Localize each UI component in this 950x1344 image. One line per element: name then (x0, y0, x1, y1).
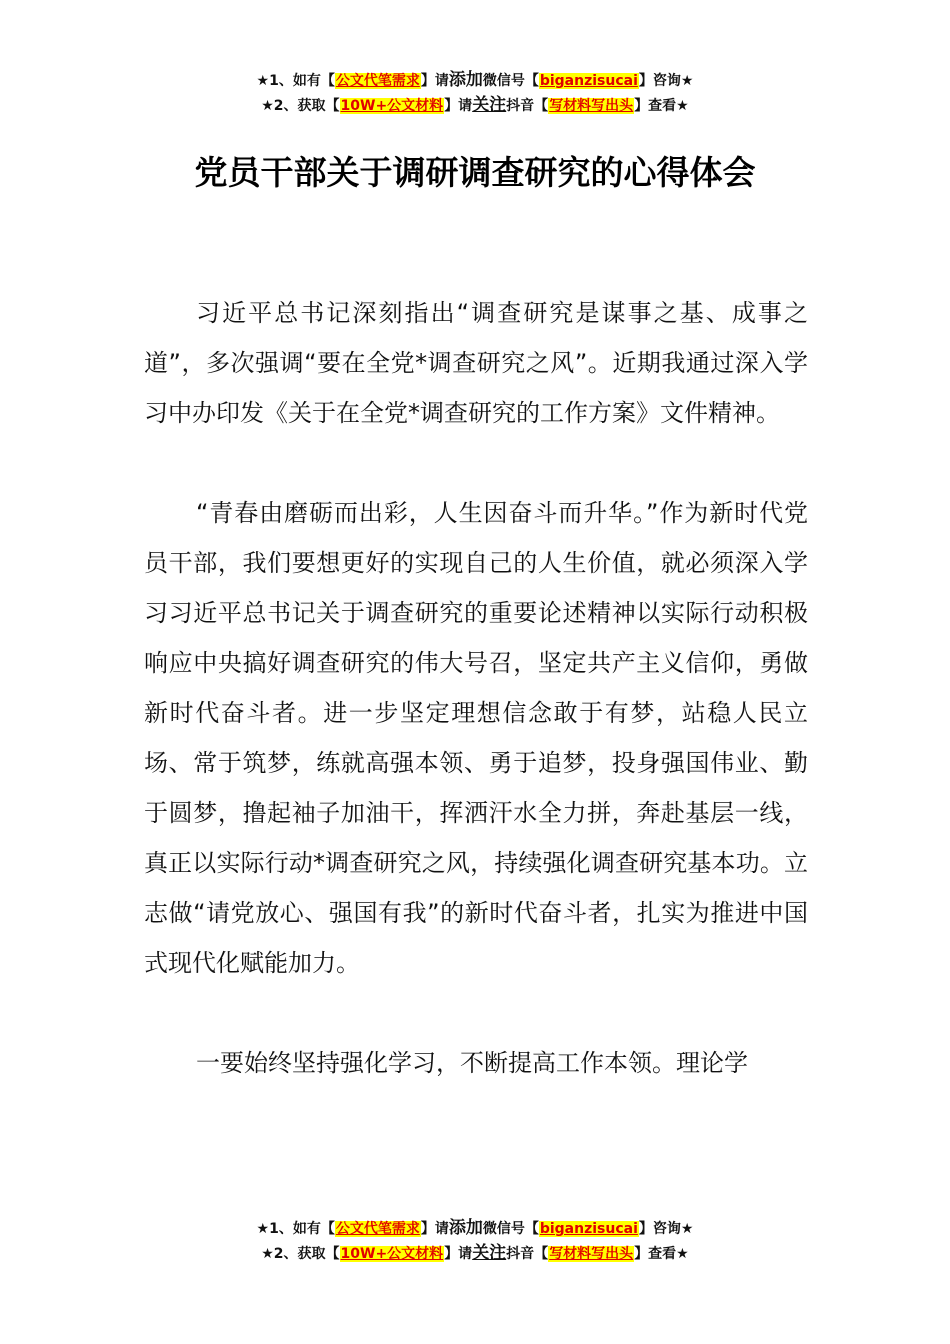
banner-text: 】请 (444, 1246, 473, 1262)
header-banner (0, 68, 950, 118)
banner-line-2 (0, 93, 950, 118)
highlight-materials: 10W+公文材料 (340, 1246, 444, 1262)
highlight-wechat-id: biganzisucai (539, 73, 638, 89)
paragraph: “青春由磨砺而出彩，人生因奋斗而升华。”作为新时代党员干部，我们要想更好的实现自己的人生价值，就必须深入学习习近平总书记关于调查研究的重要论述精神以实际行动积极响应中央搞好调查研究的伟大号召，坚定共产主义信仰，勇做新时代奋斗者。进一步坚定理想信念敢于有梦，站稳人民立场、常于筑梦，练就高强本领、勇于追梦，投身强国伟业、勤于圆梦，撸起袖子加油干，挥洒汗水全力拼，奔赴基层一线，真正以实际行动*调查研究之风，持续强化调查研究基本功。立志做“请党放心、强国有我”的新时代奋斗者，扎实为推进中国式现代化赋能加力。 (144, 499, 808, 977)
banner-text: 】查看★ (634, 1246, 689, 1262)
highlight-materials: 10W+公文材料 (340, 98, 444, 114)
banner-text: ★2、获取【 (261, 1246, 340, 1262)
banner-text: ★2、获取【 (261, 98, 340, 114)
banner-text: 抖音【 (506, 98, 549, 114)
banner-line-1 (0, 1216, 950, 1241)
banner-line-2 (0, 1241, 950, 1266)
banner-line-1 (0, 68, 950, 93)
banner-text: 】请 (420, 1221, 449, 1237)
banner-text: 】咨询★ (638, 1221, 694, 1237)
banner-text: 微信号【 (482, 73, 539, 89)
banner-text: 】咨询★ (638, 73, 694, 89)
banner-emphasis: 关注 (472, 1243, 507, 1263)
banner-text: 】查看★ (634, 98, 689, 114)
highlight-douyin-account: 写材料写出头 (549, 98, 634, 114)
highlight-douyin-account: 写材料写出头 (549, 1246, 634, 1262)
footer-banner (0, 1216, 950, 1266)
banner-text: 抖音【 (506, 1246, 549, 1262)
banner-text: 】请 (444, 98, 473, 114)
paragraph: 一要始终坚持强化学习，不断提高工作本领。理论学 (196, 1049, 748, 1077)
banner-text: 微信号【 (482, 1221, 539, 1237)
document-body (144, 288, 808, 1138)
highlight-service: 公文代笔需求 (335, 1221, 420, 1237)
document-title: 党员干部关于调研调查研究的心得体会 (194, 153, 756, 192)
banner-text: ★1、如有【 (256, 73, 335, 89)
paragraph: 习近平总书记深刻指出“调查研究是谋事之基、成事之道”，多次强调“要在全党*调查研究之风”。近期我通过深入学习中办印发《关于在全党*调查研究的工作方案》文件精神。 (144, 299, 808, 427)
banner-emphasis: 添加 (448, 1218, 483, 1238)
highlight-wechat-id: biganzisucai (539, 1221, 638, 1237)
banner-emphasis: 关注 (472, 95, 507, 115)
banner-text: ★1、如有【 (256, 1221, 335, 1237)
highlight-service: 公文代笔需求 (335, 73, 420, 89)
banner-text: 】请 (420, 73, 449, 89)
banner-emphasis: 添加 (448, 70, 483, 90)
